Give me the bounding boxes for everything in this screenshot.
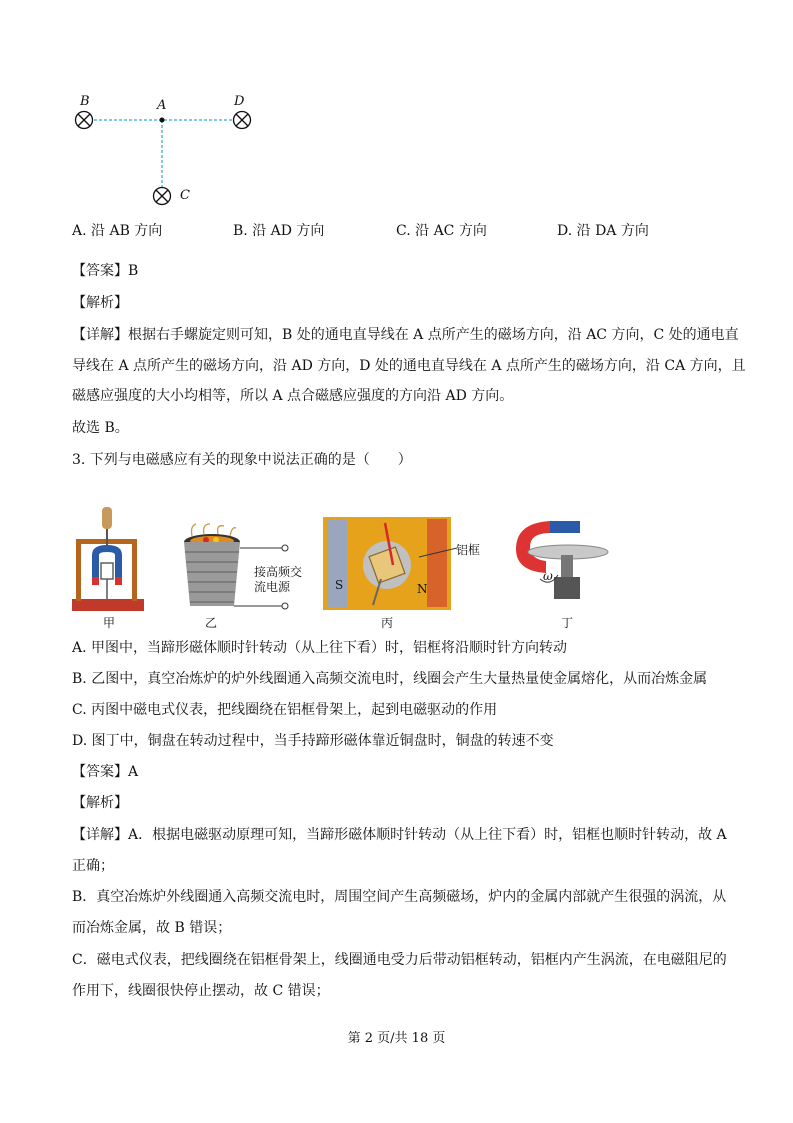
q3-option-c: C. 丙图中磁电式仪表，把线圈绕在铝框骨架上，起到电磁驱动的作用 xyxy=(72,702,498,718)
q2-analysis-title: 【解析】 xyxy=(72,295,128,311)
q2-answer: 【答案】B xyxy=(72,263,139,279)
point-a xyxy=(160,118,165,123)
caption-ding: 丁 xyxy=(560,616,573,630)
figure-bing-meter xyxy=(323,517,453,611)
q2-detail-line: 磁感应强度的大小均相等，所以 A 点合磁感应强度的方向沿 AD 方向。 xyxy=(72,388,514,404)
figure-jia-magnet-frame xyxy=(70,503,148,615)
q2-detail-line: 故选 B。 xyxy=(72,420,129,436)
page-footer: 第 2 页/共 18 页 xyxy=(347,1031,446,1046)
q3-detail-line: C．磁电式仪表，把线圈绕在铝框骨架上，线圈通电受力后带动铝框转动，铝框内产生涡流，在电磁阻尼的 xyxy=(72,952,727,968)
q3-detail-line: 作用下，线圈很快停止摆动，故 C 错误； xyxy=(72,983,330,999)
q2-option-d: D. 沿 DA 方向 xyxy=(557,223,649,239)
q3-stem: 3. 下列与电磁感应有关的现象中说法正确的是（ ） xyxy=(72,452,412,468)
label-d: D xyxy=(234,94,245,109)
q2-option-b: B. 沿 AD 方向 xyxy=(233,223,325,239)
q2-detail-line: 导线在 A 点所产生的磁场方向，沿 AD 方向，D 处的通电直导线在 A 点所产生的磁场方向，沿 CA 方向，且 xyxy=(72,358,746,374)
caption-bing: 丙 xyxy=(380,616,393,630)
q3-analysis-title: 【解析】 xyxy=(72,795,128,811)
bing-pointer-line xyxy=(419,545,459,559)
ding-omega-label: ω xyxy=(543,569,553,583)
caption-jia: 甲 xyxy=(102,616,115,630)
caption-yi: 乙 xyxy=(204,616,217,630)
q2-detail-line: 【详解】根据右手螺旋定则可知，B 处的通电直导线在 A 点所产生的磁场方向，沿 AC 方向，C 处的通电直 xyxy=(72,327,739,343)
wire-b-symbol xyxy=(76,112,93,129)
wire-c-symbol xyxy=(154,188,171,205)
q3-detail-line: 正确； xyxy=(72,858,114,874)
q3-detail-line: 【详解】A．根据电磁驱动原理可知，当蹄形磁体顺时针转动（从上往下看）时，铝框也顺时针转动，故 A xyxy=(72,827,727,843)
label-a: A xyxy=(157,98,167,113)
bing-s-label: S xyxy=(335,578,344,592)
label-c: C xyxy=(180,188,190,203)
yi-label-2: 流电源 xyxy=(254,580,291,594)
q2-option-c: C. 沿 AC 方向 xyxy=(396,223,487,239)
wire-d-symbol xyxy=(234,112,251,129)
q3-detail-line: 而冶炼金属，故 B 错误； xyxy=(72,920,232,936)
figure-ding-copper-disk xyxy=(510,515,612,607)
bing-n-label: N xyxy=(417,582,428,596)
q3-option-a: A. 甲图中，当蹄形磁体顺时针转动（从上往下看）时，铝框将沿顺时针方向转动 xyxy=(72,640,568,656)
label-b: B xyxy=(80,94,90,109)
yi-label-1: 接高频交 xyxy=(254,565,303,579)
q2-option-a: A. 沿 AB 方向 xyxy=(72,223,163,239)
q3-option-d: D. 图丁中，铜盘在转动过程中，当手持蹄形磁体靠近铜盘时，铜盘的转速不变 xyxy=(72,733,554,749)
q3-option-b: B. 乙图中，真空冶炼炉的炉外线圈通入高频交流电时，线圈会产生大量热量使金属熔化，从而冶炼金属 xyxy=(72,671,708,687)
bing-label: 铝框 xyxy=(456,543,481,557)
q3-detail-line: B．真空冶炼炉外线圈通入高频交流电时，周围空间产生高频磁场，炉内的金属内部就产生很强的涡流，从 xyxy=(72,889,727,905)
q3-answer: 【答案】A xyxy=(72,764,139,780)
